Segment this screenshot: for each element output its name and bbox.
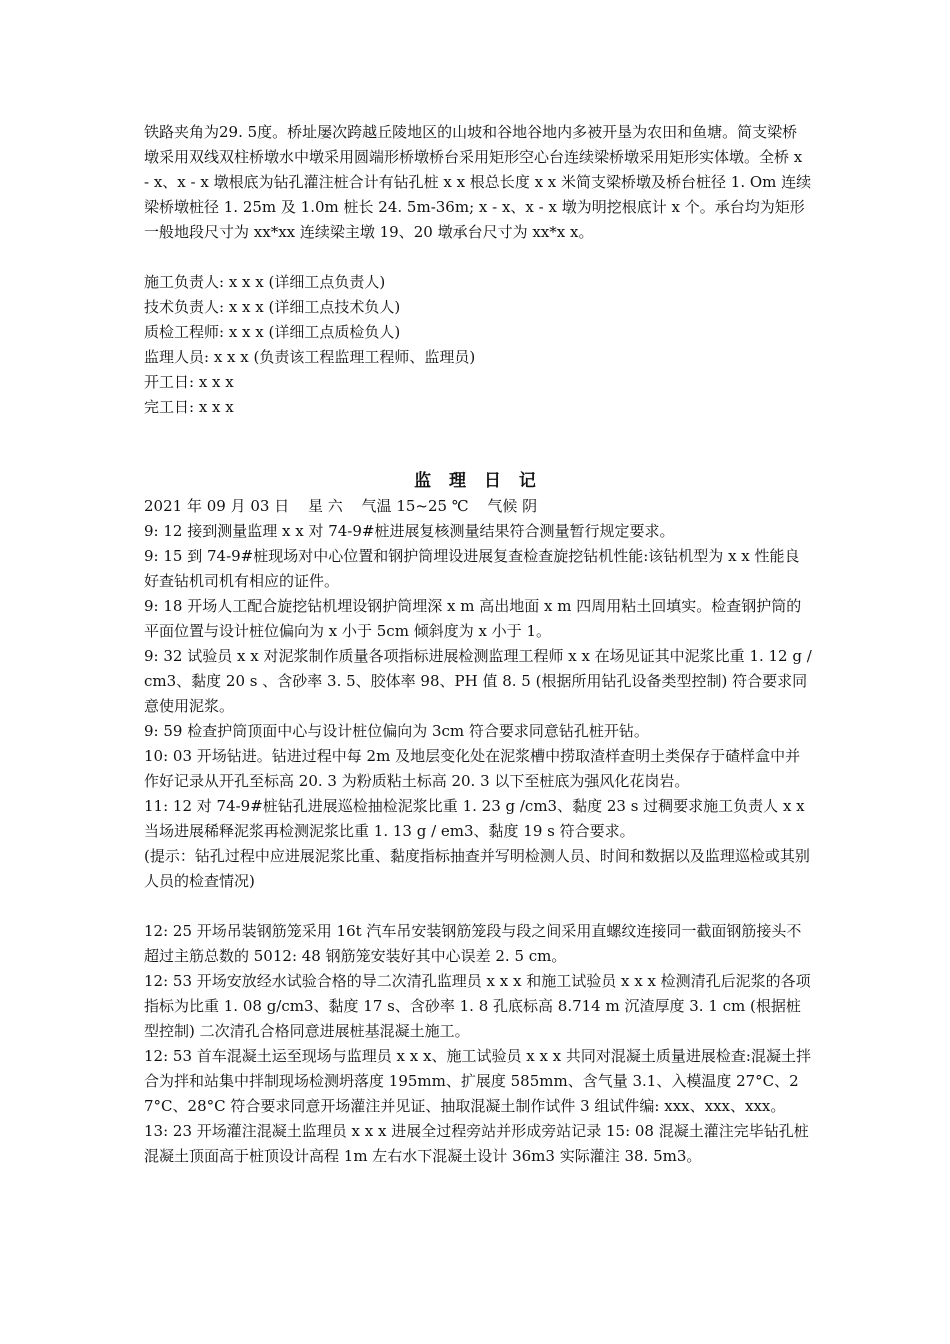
spacer bbox=[144, 420, 812, 468]
diary-temperature: 气温 15~25 ℃ bbox=[361, 497, 469, 515]
diary-note: (提示：钻孔过程中应进展泥浆比重、黏度指标抽查并写明检测人员、时间和数据以及监理巡检或其别人员的检查情况) bbox=[144, 847, 810, 890]
diary-weather: 气候 阴 bbox=[487, 497, 538, 515]
spacer bbox=[144, 245, 812, 270]
diary-entry: 9: 15 到 74-9#桩现场对中心位置和钢护筒埋设进展复查检查旋挖钻机性能:该钻机型为 x x 性能良好查钻机司机有相应的证件。 bbox=[144, 547, 800, 590]
diary-entry: 9: 12 接到测量监理 x x 对 74-9#桩进展复核测量结果符合测量暂行规定要求。 bbox=[144, 522, 675, 540]
diary-dateline bbox=[144, 494, 812, 519]
diary-entry: 9: 59 检查护筒顶面中心与设计桩位偏向为 3cm 符合要求同意钻孔桩开钻。 bbox=[144, 722, 649, 740]
diary-entry: 11: 12 对 74-9#桩钻孔进展巡检抽检泥浆比重 1. 23 g /cm3、黏度 23 s 过稠要求施工负责人 x x 当场进展稀释泥浆再检测泥浆比重 1. 13 g / em3、黏度 19 s 符合要求。 bbox=[144, 797, 805, 840]
start-date: 开工日: x x x bbox=[144, 373, 234, 391]
diary-entry: 10: 03 开场钻进。钻进过程中每 2m 及地层变化处在泥浆槽中捞取渣样查明土类保存于碴样盒中并作好记录从开孔至标高 20. 3 为粉质粘土标高 20. 3 以下至桩底为强风化花岗岩。 bbox=[144, 747, 801, 790]
diary-entry: 13: 23 开场灌注混凝土监理员 x x x 进展全过程旁站并形成旁站记录 15: 08 混凝土灌注完毕钻孔桩混凝土顶面高于桩顶设计高程 1m 左右水下混凝土设计 36m3 实际灌注 38. 5m3。 bbox=[144, 1122, 809, 1165]
diary-entry: 12: 53 开场安放经水试验合格的导二次清孔监理员 x x x 和施工试验员 x x x 检测清孔后泥浆的各项指标为比重 1. 08 g/cm3、黏度 17 s、含砂率 1. 8 孔底标高 8.714 m 沉渣厚度 3. 1 cm (根据桩型控制) 二次清孔合格同意进展桩基混凝土施工。 bbox=[144, 972, 811, 1040]
personnel-technical-lead: 技术负责人: x x x (详细工点技术负人) bbox=[144, 298, 401, 316]
diary-title: 监 理 日 记 bbox=[414, 471, 542, 491]
personnel-list bbox=[144, 270, 812, 420]
personnel-qc-engineer: 质检工程师: x x x (详细工点质检负人) bbox=[144, 323, 401, 341]
completion-date: 完工日: x x x bbox=[144, 398, 234, 416]
diary-entry: 9: 18 开场人工配合旋挖钻机埋设钢护筒埋深 x m 高出地面 x m 四周用粘土回填实。检查钢护筒的平面位置与设计桩位偏向为 x 小于 5cm 倾斜度为 x 小于 1。 bbox=[144, 597, 802, 640]
diary-entries-morning bbox=[144, 519, 812, 894]
personnel-construction-lead: 施工负责人: x x x (详细工点负责人) bbox=[144, 273, 386, 291]
diary-entries-afternoon bbox=[144, 919, 812, 1169]
diary-entry: 12: 53 首车混凝土运至现场与监理员 x x x、施工试验员 x x x 共同对混凝土质量进展检查:混凝土拌合为拌和站集中拌制现场检测坍落度 195mm、扩展度 585mm、含气量 3.1、入模温度 27°C、27°C、28°C 符合要求同意开场灌注并见证、抽取混凝土制作试件 3 组试件编: xxx、xxx、xxx。 bbox=[144, 1047, 811, 1115]
spacer bbox=[144, 894, 812, 919]
diary-entry: 9: 32 试验员 x x 对泥浆制作质量各项指标进展检测监理工程师 x x 在场见证其中泥浆比重 1. 12 g / cm3、黏度 20 s 、含砂率 3. 5、胶体率 98、PH 值 8. 5 (根据所用钻孔设备类型控制) 符合要求同意使用泥浆。 bbox=[144, 647, 812, 715]
intro-paragraph: 铁路夹角为29. 5度。桥址屡次跨越丘陵地区的山坡和谷地谷地内多被开垦为农田和鱼塘。简支梁桥墩采用双线双柱桥墩水中墩采用圆端形桥墩桥台采用矩形空心台连续梁桥墩采用矩形实体墩。全桥 x - x、x - x 墩根底为钻孔灌注桩合计有钻孔桩 x x 根总长度 x x 米简支梁桥墩及桥台桩径 1. Om 连续梁桥墩桩径 1. 25m 及 1.0m 桩长 24. 5m-36m; x - x、x - x 墩为明挖根底计 x 个。承台均为矩形一般地段尺寸为 xx*xx 连续梁主墩 19、20 墩承台尺寸为 xx*x x。 bbox=[144, 123, 812, 241]
diary-entry: 12: 25 开场吊装钢筋笼采用 16t 汽车吊安装钢筋笼段与段之间采用直螺纹连接同一截面钢筋接头不超过主筋总数的 5012: 48 钢筋笼安装好其中心误差 2. 5 cm。 bbox=[144, 922, 802, 965]
personnel-supervisor: 监理人员: x x x (负责该工程监理工程师、监理员) bbox=[144, 348, 476, 366]
document-page bbox=[144, 120, 812, 1169]
diary-date: 2021 年 09 月 03 日 bbox=[144, 497, 290, 515]
diary-weekday: 星 六 bbox=[307, 497, 343, 515]
